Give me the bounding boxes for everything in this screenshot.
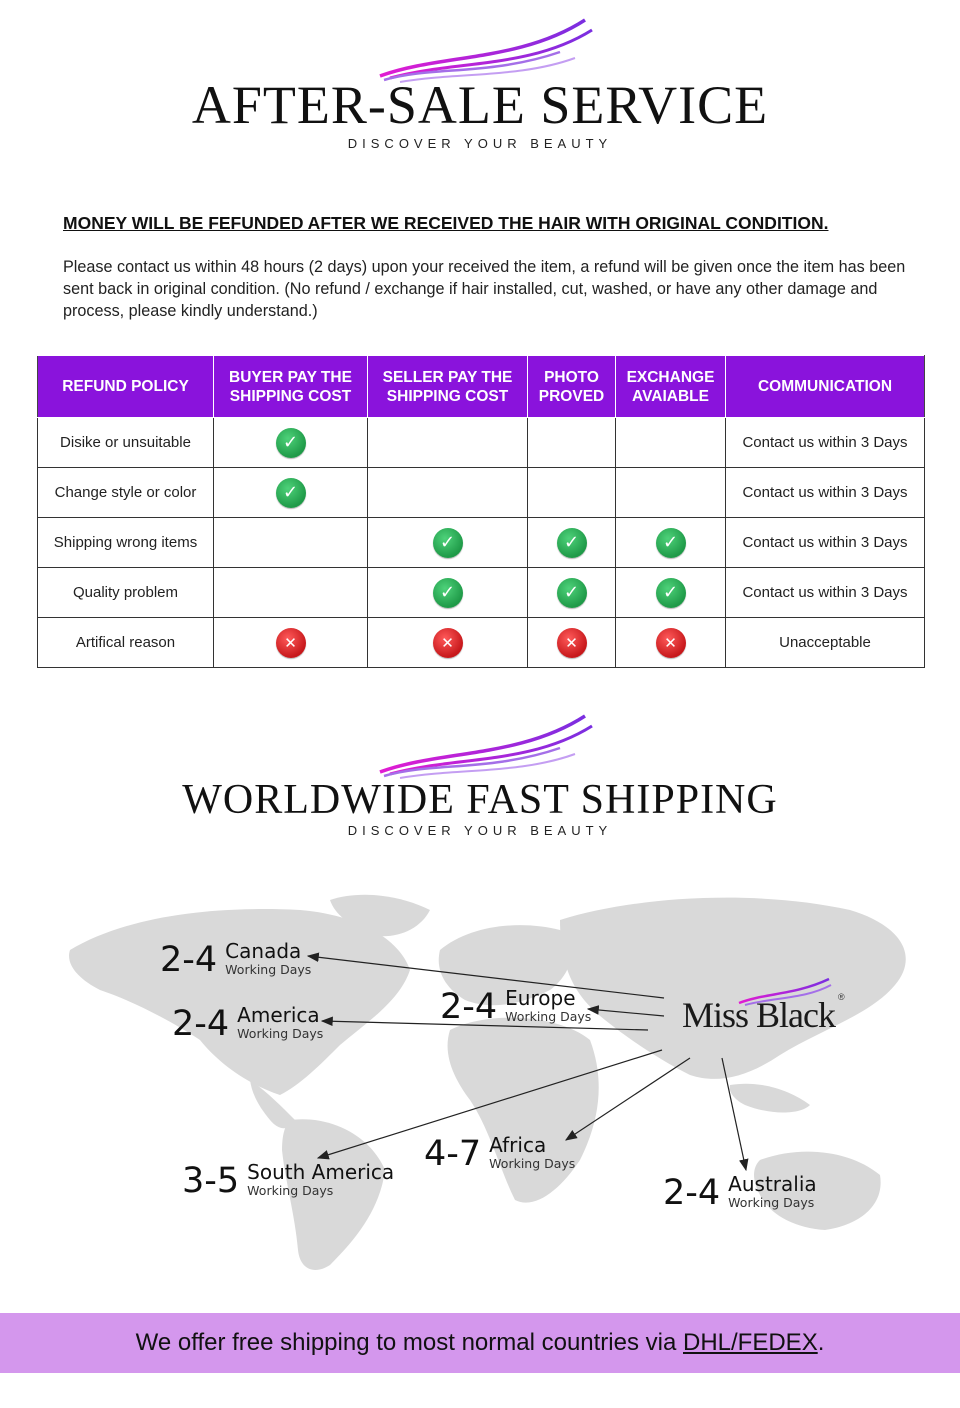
table-row [38,468,925,518]
table-row [38,518,925,568]
region-australia [663,1173,817,1213]
swoosh-logo-middle [370,710,610,780]
refund-notice-heading: MONEY WILL BE FEFUNDED AFTER WE RECEIVED THE HAIR WITH ORIGINAL CONDITION. [63,213,829,233]
reason-cell: Disike or unsuitable [38,418,214,468]
region-sub: Working Days [237,1026,324,1041]
region-days: 3-5 [182,1161,240,1201]
world-map [0,880,960,1280]
region-name: America [237,1003,320,1027]
reason-cell: Artifical reason [38,618,214,668]
cross-icon: ✕ [433,628,463,658]
check-icon: ✓ [433,528,463,558]
header-communication: COMMUNICATION [726,356,925,418]
table-row [38,618,925,668]
carrier-link[interactable]: DHL/FEDEX [683,1329,818,1356]
cross-icon: ✕ [656,628,686,658]
footer-text: We offer free shipping to most normal countries via [135,1329,683,1356]
header-seller-pay: SELLER PAY THE SHIPPING COST [368,356,528,418]
table-header-row [38,356,925,418]
table-row [38,418,925,468]
aftersale-title: AFTER-SALE SERVICE [191,75,769,135]
shipping-title: WORLDWIDE FAST SHIPPING [182,777,778,823]
check-icon: ✓ [276,478,306,508]
region-africa [424,1134,575,1174]
region-europe [440,987,591,1027]
header-photo-proved: PHOTO PROVED [528,356,616,418]
region-name: Africa [489,1133,547,1157]
region-sub: Working Days [505,1009,592,1024]
shipping-subtitle: DISCOVER YOUR BEAUTY [347,823,613,838]
cross-icon: ✕ [557,628,587,658]
brand-logo: Miss Black [682,995,836,1035]
region-days: 2-4 [663,1173,721,1213]
region-days: 4-7 [424,1134,482,1174]
reason-cell: Change style or color [38,468,214,518]
check-icon: ✓ [557,528,587,558]
communication-cell: Contact us within 3 Days [726,568,925,618]
region-name: South America [247,1160,395,1184]
region-days: 2-4 [160,940,218,980]
cross-icon: ✕ [276,628,306,658]
refund-policy-table [37,355,925,668]
header-buyer-pay: BUYER PAY THE SHIPPING COST [214,356,368,418]
footer-bar [0,1313,960,1373]
region-canada [160,940,311,980]
region-days: 2-4 [172,1004,230,1044]
check-icon: ✓ [656,578,686,608]
header-refund-policy: REFUND POLICY [38,356,214,418]
header-exchange: EXCHANGE AVAIABLE [616,356,726,418]
footer-end: . [817,1329,825,1356]
check-icon: ✓ [433,578,463,608]
communication-cell: Contact us within 3 Days [726,468,925,518]
check-icon: ✓ [557,578,587,608]
table-row [38,568,925,618]
region-name: Canada [225,939,302,963]
registered-mark: ® [838,992,845,1002]
communication-cell: Contact us within 3 Days [726,418,925,468]
region-name: Australia [728,1172,817,1196]
region-sub: Working Days [489,1156,576,1171]
aftersale-subtitle: DISCOVER YOUR BEAUTY [347,136,613,151]
communication-cell: Unacceptable [726,618,925,668]
region-days: 2-4 [440,987,498,1027]
refund-notice-body: Please contact us within 48 hours (2 days) upon your received the item, a refund will be given once the item has been sent back in original condition. (No refund / exchange if hair installed, cut, washed, or have any other damage and process, please kindly understand.) [63,258,906,320]
check-icon: ✓ [656,528,686,558]
region-sub: Working Days [225,962,312,977]
communication-cell: Contact us within 3 Days [726,518,925,568]
reason-cell: Quality problem [38,568,214,618]
check-icon: ✓ [276,428,306,458]
region-sub: Working Days [247,1183,334,1198]
region-name: Europe [505,986,576,1010]
reason-cell: Shipping wrong items [38,518,214,568]
region-america [172,1004,323,1044]
region-south-america [182,1161,394,1201]
region-sub: Working Days [728,1195,815,1210]
